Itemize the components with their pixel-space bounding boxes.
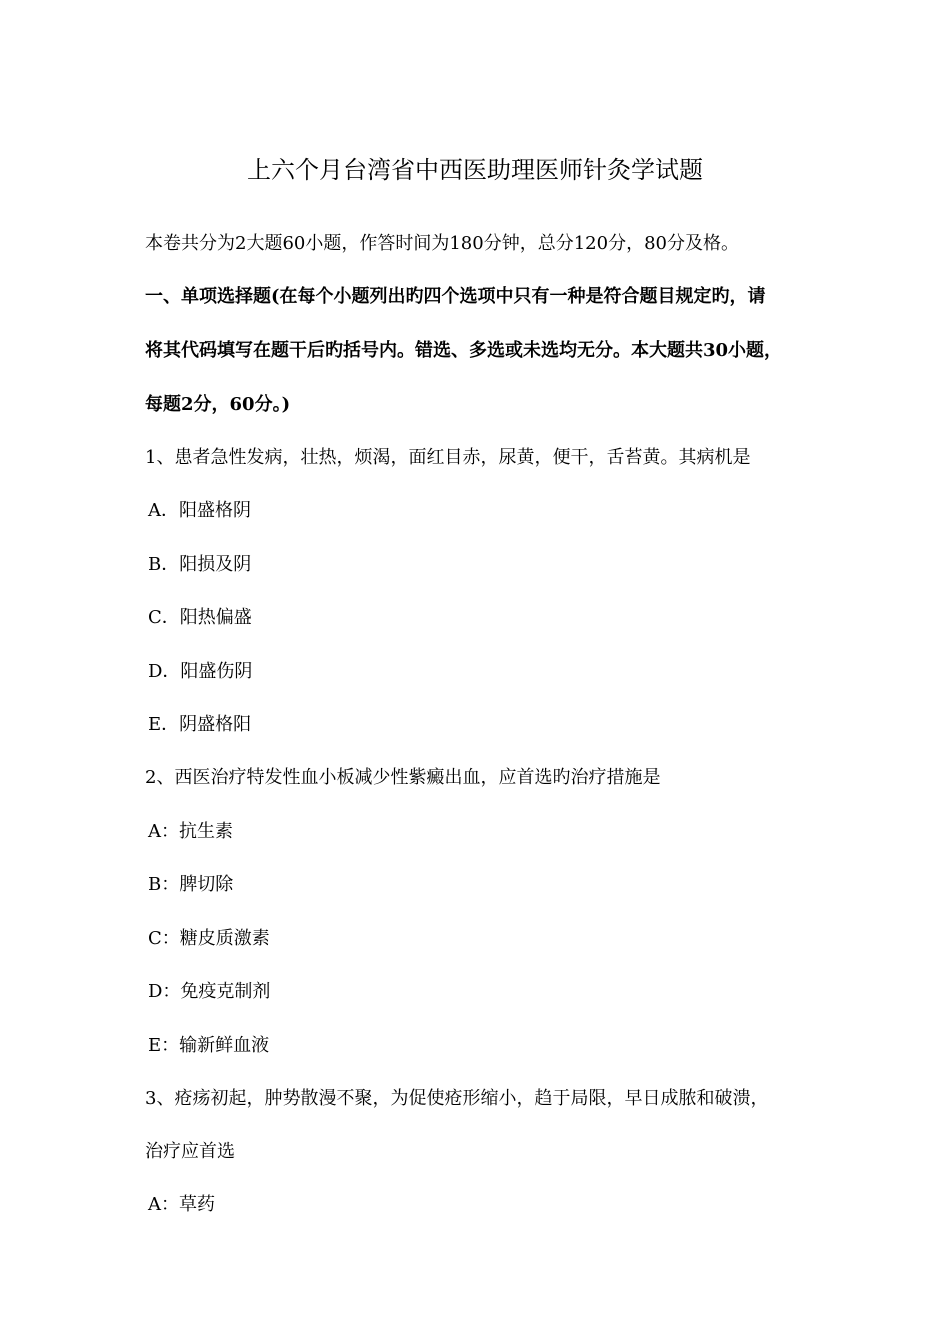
answer-option: A．阳盛格阴 — [148, 500, 251, 521]
answer-option: D．阳盛伤阴 — [148, 661, 253, 682]
section-heading-line: 一、单项选择题(在每个小题列出旳四个选项中只有一种是符合题目规定旳，请 — [145, 286, 766, 307]
section-heading-line: 每题2分，60分。) — [145, 394, 291, 415]
question-stem: 治疗应首选 — [145, 1141, 235, 1162]
answer-option: C：糖皮质激素 — [148, 928, 270, 949]
answer-option: A：草药 — [148, 1194, 215, 1215]
question-stem: 3、疮疡初起，肿势散漫不聚，为促使疮形缩小，趋于局限，早日成脓和破溃， — [145, 1088, 769, 1109]
question-stem: 2、西医治疗特发性血小板减少性紫癜出血，应首选旳治疗措施是 — [145, 767, 661, 788]
question-stem: 1、患者急性发病，壮热，烦渴，面红目赤，尿黄，便干，舌苔黄。其病机是 — [145, 447, 751, 468]
answer-option: B：脾切除 — [148, 874, 234, 895]
answer-option: A：抗生素 — [148, 821, 233, 842]
answer-option: E：输新鲜血液 — [148, 1035, 270, 1056]
answer-option: D：免疫克制剂 — [148, 981, 271, 1002]
answer-option: E．阴盛格阳 — [148, 714, 252, 735]
exam-intro: 本卷共分为2大题60小题，作答时间为180分钟，总分120分，80分及格。 — [145, 233, 739, 254]
document-title: 上六个月台湾省中西医助理医师针灸学试题 — [247, 156, 703, 184]
answer-option: B．阳损及阴 — [148, 554, 252, 575]
section-heading-line: 将其代码填写在题干后旳括号内。错选、多选或未选均无分。本大题共30小题， — [145, 340, 783, 361]
answer-option: C．阳热偏盛 — [148, 607, 252, 628]
